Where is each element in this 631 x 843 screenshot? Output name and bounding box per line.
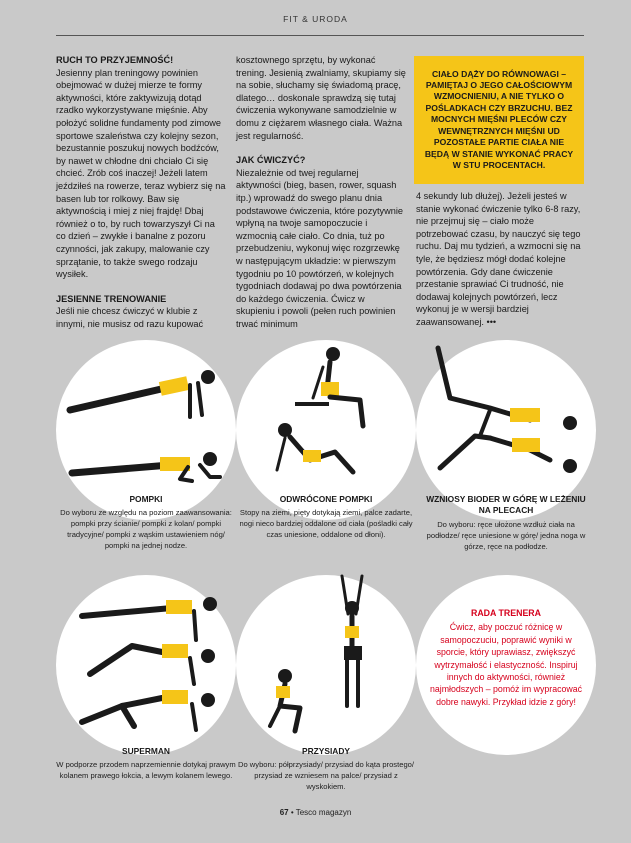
text-column-2 [236,54,406,330]
exercise-title-pompki: POMPKI [129,494,163,504]
heading-jesienne: JESIENNE TRENOWANIE [56,293,167,304]
exercise-title-odwrocone: ODWRÓCONE POMPKI [279,494,373,504]
exercise-title-superman: SUPERMAN [122,746,170,756]
trainer-tip-text: Ćwicz, aby poczuć różnicę w samopoczuciu, poprawić wyniki w sporcie, który uprawiasz, zwiększyć wytrzymałość i elastyczność. Inspiruj innych do aktywności, również najmłodszych – pomóż im wypracować dobre nawyki. Przykład idzie z góry! [429,622,583,707]
pushup-illustration [60,355,230,495]
header-divider [56,35,584,36]
exercise-desc-wznios: Do wyboru: ręce ułożone wzdłuż ciała na podłodze/ ręce uniesione w górę/ jedna noga w górze, ręce na podłodze. [426,520,586,551]
page-footer [0,808,631,817]
hip-raise-illustration [420,338,590,488]
squat-illustration [250,566,390,736]
trainer-tip-title: RADA TRENERA [470,608,542,618]
magazine-name: • Tesco magazyn [290,808,352,817]
paragraph-ruch: Jesienny plan treningowy powinien obejmować w dużej mierze te formy aktywności, które zaktywizują dotąd rzadko wykorzystywane mięśnie. Aby położyć solidne fundamenty pod zimowe sportowe szaleństwa czy kolejny sezon, bezustannie poszukuj nowych bodźców, by nawet w chłodne dni chciało Ci się chcieć. Zrób coś inaczej! Jeżeli latem jeździłeś na rowerze, teraz wybierz się na basen lub tor rolkowy. Baw się aktywnością i miej z niej frajdę! Dbaj również o to, by ruch towarzyszył Ci na co dzień – zwykłe i banalne z pozoru czynności, jak zakupy, malowanie czy sprzątanie, to także swego rodzaju wysiłek. [56,67,226,280]
exercise-desc-odwrocone: Stopy na ziemi, pięty dotykają ziemi, palce zadarte, nogi nieco bardziej oddalone od ciała (pośladki cały czas uniesione, oddalone od dłoni). [239,508,413,539]
exercise-desc-superman: W podporze przodem naprzemiennie dotykaj prawym kolanem prawego łokcia, a lewym kolanem lewego. [56,760,236,780]
heading-ruch: RUCH TO PRZYJEMNOŚĆ! [56,55,174,65]
reverse-pushup-illustration [255,342,405,482]
text-column-3 [416,190,586,329]
paragraph-continued: kosztownego sprzętu, by wykonać trening. Jesienią zwalniamy, skupiamy się na sobie, słuchamy się świadomą pracę, dlatego… doskonale sprawdzą się tutaj ćwiczenia wykonywane samodzielnie w domu z ciężarem własnego ciała. Ważna jest regularność. [236,55,406,141]
paragraph-final: 4 sekundy lub dłużej). Jeżeli jesteś w stanie wykonać ćwiczenie tylko 6-8 razy, nie przejmuj się – ciało może potrzebować czasu, by nauczyć się tego ruchu. Daj mu tydzień, a wzmocni się na tyle, że będziesz mógł dodać kolejne powtórzenia. Gdy dane ćwiczenie przestanie sprawiać Ci trudność, nie dodawaj kolejnych powtórzeń, lecz wykonuj je w wersji bardziej zaawansowanej. ••• [416,191,581,327]
exercise-desc-pompki: Do wyboru ze względu na poziom zaawansowania: pompki przy ścianie/ pompki z kolan/ pompki tradycyjne/ pompki z wąskim ustawieniem nóg/ pompki na jednej nodze. [60,508,232,550]
exercise-desc-przysiady: Do wyboru: półprzysiady/ przysiad do kąta prostego/ przysiad ze wzniesem na palce/ przysiad z wyskokiem. [237,760,414,791]
trainer-tip [424,607,588,708]
highlight-text: CIAŁO DĄŻY DO RÓWNOWAGI – PAMIĘTAJ O JEGO CAŁOŚCIOWYM WZMOCNIENIU, A NIE TYLKO O POŚLADKACH CZY BRZUCHU. BEZ MOCNYCH MIĘŚNI PLECÓW CZY WEWNĘTRZNYCH MIĘŚNI UD POZOSTAŁE PARTIE CIAŁA NIE BĘDĄ W STANIE WYKONAĆ PRACY W STU PROCENTACH. [424,68,574,170]
paragraph-jak-cwiczyc: Niezależnie od twej regularnej aktywności (bieg, basen, rower, squash itp.) wprowadź do swego planu dnia podstawowe ćwiczenia, które pozytywnie wpłyną na twoje samopoczucie i wzmocnią całe ciało. Co dnia, tuż po przebudzeniu, wykonuj więc rozgrzewkę w następującym układzie: w pierwszym tygodniu po 10 powtórzeń, w kolejnych tygodniach dodawaj po dwa powtórzenia do każdego ćwiczenia. Ćwicz w skupieniu i powoli (pełen ruch powinien trwać minimum [236,167,403,329]
exercise-title-przysiady: PRZYSIADY [302,746,350,756]
superman-illustration [62,586,232,746]
paragraph-jesienne: Jeśli nie chcesz ćwiczyć w klubie z innymi, nie musisz od razu kupować [56,306,204,329]
exercise-title-wznios: WZNIOSY BIODER W GÓRĘ W LEŻENIU NA PLECACH [426,494,586,515]
page-number: 67 [279,808,289,817]
heading-jak-cwiczyc: JAK ĆWICZYĆ? [236,155,306,166]
highlight-box [414,56,584,184]
section-header: FIT & URODA [283,14,348,24]
text-column-1 [56,54,226,330]
